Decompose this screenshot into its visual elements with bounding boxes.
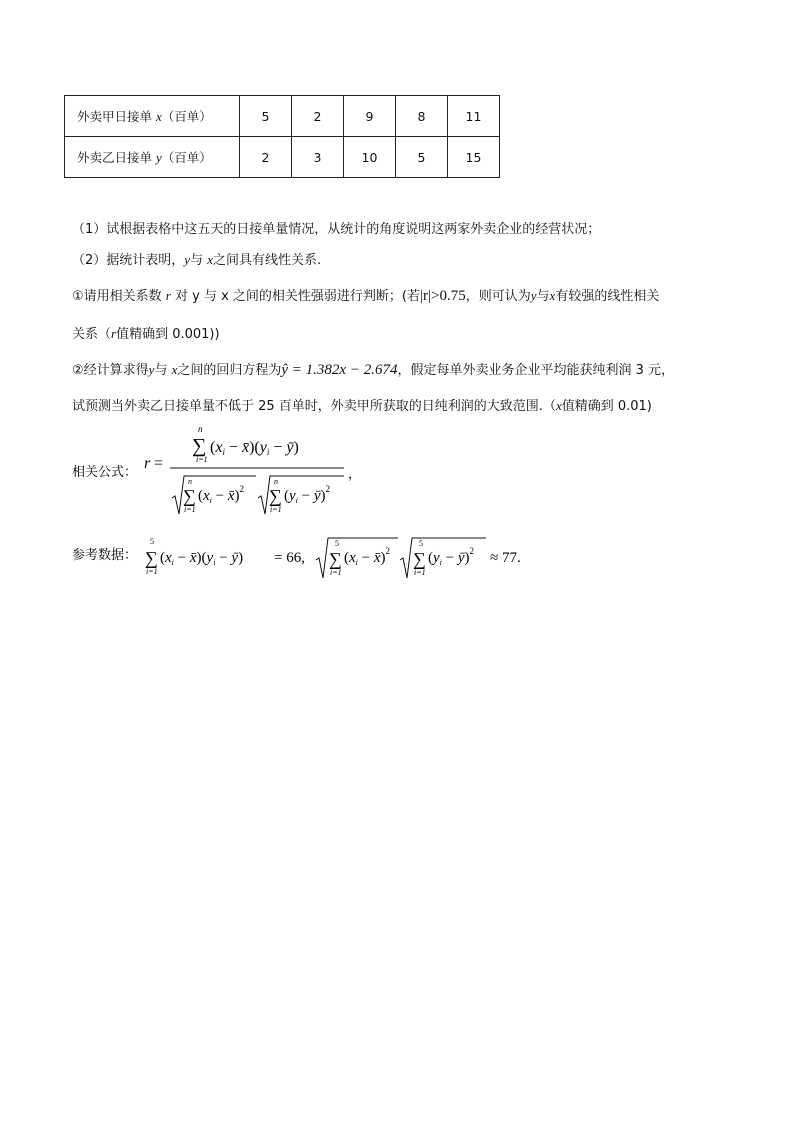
- correlation-formula: [72, 418, 392, 523]
- table-cell: 11: [448, 96, 500, 137]
- q2a-text: ，则可认为: [465, 289, 531, 304]
- sum-upper: 5: [150, 537, 154, 546]
- q2b-text: 试预测当外卖乙日接单量不低于 25 百单时，外卖甲所获取的日纯利润的大致范围.（: [72, 399, 556, 414]
- q2a-text: ①请用相关系数: [72, 289, 162, 304]
- row-unit: （百单）: [161, 150, 212, 165]
- q2b-text: 与: [154, 363, 168, 378]
- sum-upper: n: [274, 477, 278, 486]
- row-label: [65, 96, 240, 137]
- table-cell: 5: [396, 137, 448, 178]
- row-label: [65, 137, 240, 178]
- sum-lower: i=1: [330, 568, 342, 577]
- reference-graphic: [72, 532, 552, 582]
- table-cell: 10: [344, 137, 396, 178]
- table-cell: 2: [240, 137, 292, 178]
- sum-upper: 5: [419, 539, 423, 548]
- sum-symbol: ∑: [192, 435, 207, 457]
- var-y: y: [148, 362, 155, 377]
- var-x: x: [549, 288, 556, 303]
- q2-text: 之间具有线性关系.: [213, 253, 322, 268]
- formula-r: r: [144, 455, 151, 472]
- row-var: x: [156, 109, 162, 124]
- var-x: x: [555, 398, 562, 413]
- formula-equals: =: [154, 455, 164, 472]
- sum-upper: n: [198, 424, 203, 434]
- ref-value-2: ≈ 77.: [490, 550, 521, 566]
- table-row: [65, 96, 500, 137]
- table-cell: 3: [292, 137, 344, 178]
- q2a-text: 与: [536, 289, 550, 304]
- ref-root-y: ($y_i$ − ȳ)$^2$: [428, 546, 475, 567]
- q2-text: （2）据统计表明，: [72, 253, 185, 268]
- var-r: r: [165, 288, 171, 303]
- question-2a-line1: [72, 285, 659, 305]
- sum-lower: i=1: [270, 505, 282, 514]
- var-y: y: [184, 252, 191, 267]
- reference-data: [72, 532, 552, 582]
- data-table: [64, 95, 500, 178]
- question-2a-line2: [72, 323, 220, 342]
- var-r: r: [111, 326, 117, 341]
- q2a-text: 值精确到 0.001)): [116, 327, 220, 342]
- ref-root-x: ($x_i$ − x̄)$^2$: [344, 546, 391, 567]
- numerator-expr: (xi − x̄)(yi − ȳ): [210, 439, 299, 457]
- denom-expr-y: ($y_i$ − ȳ)$^2$: [284, 484, 331, 505]
- reference-label: 参考数据：: [72, 548, 138, 563]
- ref-sum-expr: ($x_i$ − $x̄)(y_i$ − ȳ): [160, 550, 244, 567]
- table-cell: 5: [240, 96, 292, 137]
- q2b-text: ，假定每单外卖业务企业平均能获纯利润 3 元，: [397, 363, 674, 378]
- question-1: （1）试根据表格中这五天的日接单量情况，从统计的角度说明这两家外卖企业的经营状况；: [72, 222, 601, 237]
- formula-label: 相关公式：: [72, 465, 138, 480]
- sum-symbol: ∑: [329, 549, 342, 569]
- sum-symbol: ∑: [413, 549, 426, 569]
- sum-symbol: ∑: [145, 548, 158, 568]
- sum-symbol: ∑: [269, 486, 282, 506]
- sum-lower: i=1: [146, 567, 158, 576]
- var-y: y: [530, 288, 537, 303]
- sum-upper: 5: [335, 539, 339, 548]
- row-label-text: 外卖甲日接单: [77, 109, 153, 124]
- table-cell: 8: [396, 96, 448, 137]
- var-x: x: [207, 252, 213, 267]
- formula-comma: ，: [348, 467, 362, 482]
- sum-upper: n: [188, 477, 192, 486]
- denom-expr-x: ($x_i$ − x̄)$^2$: [198, 484, 245, 505]
- ref-value-1: = 66,: [274, 550, 305, 566]
- q2a-text: 对 y 与 x 之间的相关性强弱进行判断；(若: [175, 289, 420, 304]
- regression-equation: ŷ = 1.382x − 2.674: [281, 362, 398, 378]
- row-label-text: 外卖乙日接单: [77, 150, 153, 165]
- sum-lower: i=1: [196, 455, 208, 464]
- question-2: [72, 249, 321, 268]
- q2b-text: 值精确到 0.01): [561, 399, 652, 414]
- table-cell: 2: [292, 96, 344, 137]
- formula-graphic: [72, 418, 392, 523]
- sum-lower: i=1: [184, 505, 196, 514]
- var-x: x: [171, 362, 178, 377]
- condition-formula: |r|>0.75: [420, 288, 466, 304]
- q2a-text: 有较强的线性相关: [555, 289, 660, 304]
- row-unit: （百单）: [161, 109, 212, 124]
- q2b-text: ②经计算求得: [72, 363, 149, 378]
- q2b-text: 之间的回归方程为: [177, 363, 282, 378]
- sum-lower: i=1: [414, 568, 426, 577]
- table-cell: 9: [344, 96, 396, 137]
- question-2b-line1: [72, 359, 674, 379]
- q2a-text: 关系（: [72, 327, 112, 342]
- table-cell: 15: [448, 137, 500, 178]
- row-var: y: [156, 150, 162, 165]
- sum-symbol: ∑: [183, 486, 196, 506]
- q2-text: 与: [190, 253, 204, 268]
- question-2b-line2: [72, 395, 652, 414]
- table-row: [65, 137, 500, 178]
